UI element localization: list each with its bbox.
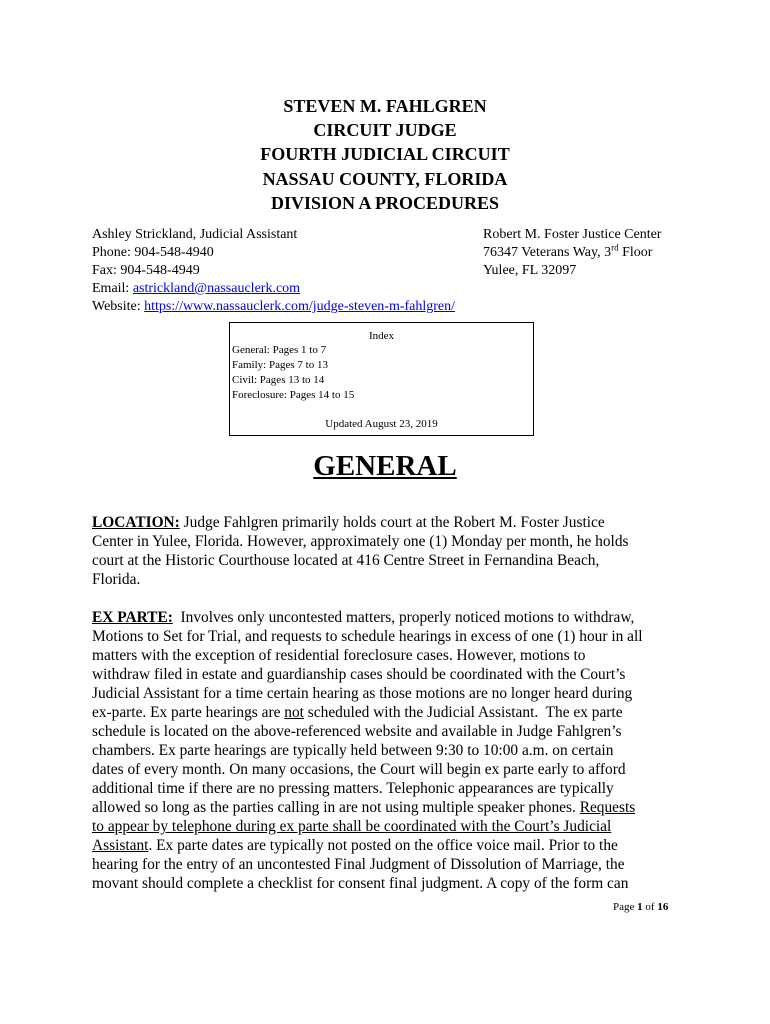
index-item-foreclosure: Foreclosure: Pages 14 to 15 <box>232 389 355 401</box>
paragraph-line: court at the Historic Courthouse located at 416 Centre Street in Fernandina Beach, <box>92 552 600 569</box>
paragraph-line <box>92 513 692 532</box>
paragraph-line <box>92 608 692 627</box>
paragraph-line <box>92 817 692 836</box>
paragraph-line: withdraw filed in estate and guardianship cases should be coordinated with the Court’s <box>92 666 626 683</box>
division-title: DIVISION A PROCEDURES <box>270 192 500 213</box>
paragraph-text: Involves only uncontested matters, properly noticed motions to withdraw, <box>172 609 635 626</box>
floor-text: Floor <box>618 245 653 260</box>
page-label: Page <box>613 901 638 913</box>
underlined-text: Requests <box>579 799 636 816</box>
street-text: 76347 Veterans Way, 3 <box>483 245 612 260</box>
paragraph-line <box>92 798 692 817</box>
index-title: Index <box>368 330 395 342</box>
assistant-name: Ashley Strickland, Judicial Assistant <box>92 227 298 242</box>
street-address <box>483 244 661 262</box>
paragraph-line: movant should complete a checklist for consent final judgment. A copy of the form can <box>92 875 629 892</box>
fax-number: Fax: 904-548-4949 <box>92 263 200 278</box>
page-footer <box>613 901 668 913</box>
paragraph-line: Judicial Assistant for a time certain hearing as those motions are no longer heard during <box>92 685 633 702</box>
building-name: Robert M. Foster Justice Center <box>483 227 662 242</box>
of-label: of <box>642 901 658 913</box>
location-paragraph <box>92 513 692 589</box>
underlined-text: Assistant <box>92 837 149 854</box>
email-row <box>92 280 455 298</box>
paragraph-line: schedule is located on the above-referenced website and available in Judge Fahlgren’s <box>92 723 622 740</box>
index-item-civil: Civil: Pages 13 to 14 <box>232 374 325 386</box>
email-label: Email: <box>92 281 133 296</box>
document-header <box>92 94 678 215</box>
underlined-text: to appear by telephone during ex parte shall be coordinated with the Court’s Judicial <box>92 818 612 835</box>
phone-number: Phone: 904-548-4940 <box>92 245 214 260</box>
website-link[interactable]: https://www.nassauclerk.com/judge-steven-m-fahlgren/ <box>144 299 456 314</box>
ex-parte-paragraph <box>92 608 692 893</box>
updated-date: Updated August 23, 2019 <box>325 418 438 430</box>
index-list <box>232 343 354 403</box>
paragraph-text: . Ex parte dates are typically not posted on the office voice mail. Prior to the <box>148 837 618 854</box>
paragraph-text: ex-parte. Ex parte hearings are <box>92 704 285 721</box>
website-label: Website: <box>92 299 145 314</box>
index-item-family: Family: Pages 7 to 13 <box>232 359 328 371</box>
paragraph-line: matters with the exception of residential foreclosure cases. However, motions to <box>92 647 586 664</box>
city-state-zip: Yulee, FL 32097 <box>483 263 577 278</box>
page-number: 1 <box>637 901 643 913</box>
judge-name: STEVEN M. FAHLGREN <box>283 96 487 116</box>
index-box <box>229 322 534 436</box>
index-item-general: General: Pages 1 to 7 <box>232 344 327 356</box>
circuit-name: FOURTH JUDICIAL CIRCUIT <box>260 144 510 165</box>
address-block <box>483 226 661 280</box>
underlined-text: not <box>284 704 304 721</box>
contact-block <box>92 226 455 316</box>
paragraph-line: Center in Yulee, Florida. However, approximately one (1) Monday per month, he holds <box>92 533 629 550</box>
paragraph-line: chambers. Ex parte hearings are typically held between 9:30 to 10:00 a.m. on certain <box>92 742 614 759</box>
paragraph-line <box>92 836 692 855</box>
ex-parte-heading: EX PARTE: <box>92 609 173 626</box>
judge-title: CIRCUIT JUDGE <box>313 120 457 141</box>
paragraph-text: Judge Fahlgren primarily holds court at the Robert M. Foster Justice <box>179 514 605 531</box>
paragraph-line: Florida. <box>92 571 141 588</box>
paragraph-line: Motions to Set for Trial, and requests to schedule hearings in excess of one (1) hour in all <box>92 628 643 645</box>
county-name: NASSAU COUNTY, FLORIDA <box>262 168 508 189</box>
website-row <box>92 298 455 316</box>
paragraph-line <box>92 703 692 722</box>
page-total: 16 <box>657 901 669 913</box>
paragraph-line: dates of every month. On many occasions, the Court will begin ex parte early to afford <box>92 761 626 778</box>
paragraph-line: additional time if there are no pressing matters. Telephonic appearances are typically <box>92 780 614 797</box>
paragraph-text: scheduled with the Judicial Assistant. The ex parte <box>303 704 623 721</box>
floor-ordinal: rd <box>611 242 619 253</box>
section-title: GENERAL <box>313 450 457 482</box>
paragraph-text: allowed so long as the parties calling in are not using multiple speaker phones. <box>92 799 580 816</box>
location-heading: LOCATION: <box>92 514 180 531</box>
paragraph-line: hearing for the entry of an uncontested Final Judgment of Dissolution of Marriage, the <box>92 856 625 873</box>
email-link[interactable]: astrickland@nassauclerk.com <box>132 281 301 296</box>
